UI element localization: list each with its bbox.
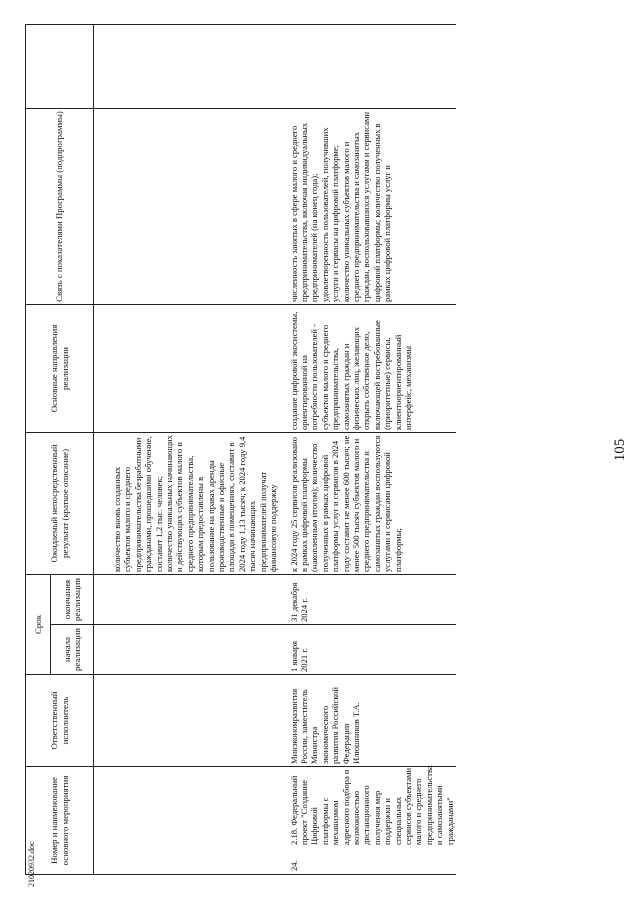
cell-number-name [283, 767, 457, 875]
page-number: 105 [612, 438, 628, 462]
cell-directions: создание цифровой экосистемы, ориентированной на потребности пользователей - субъектов малого и среднего предпринимательства, самозанятых граждан и физических лиц, желающих открыть собственное дело, включающей востребованные (приоритетные) сервисы, клиентоориентированный интерфейс, механизмы [283, 304, 457, 432]
header-program-link: Связь с показателями Программы (подпрограммы) [26, 108, 94, 304]
cell-result: к 2024 году 25 сервисов реализовано в рамках цифровой платформы (накопленным итогом); количество полученных в рамках цифровой платформы услуг и сервисов в 2024 году составит не менее 600 тысяч; не менее 500 тысяч субъектов малого и среднего предпринимательства и самозанятых граждан воспользуются услугами и сервисами цифровой платформы; [283, 432, 457, 574]
table-row-continued [110, 24, 283, 874]
program-table [25, 24, 456, 875]
table-row-24 [283, 24, 457, 874]
header-main-directions: Основные направления реализации [26, 304, 94, 432]
header-end: окончания реализации [51, 574, 94, 624]
header-expected-result: Ожидаемый непосредственный результат (краткое описание) [26, 432, 94, 574]
footer-code: 21020932.doc [27, 841, 36, 887]
header-responsible: Ответственный исполнитель [26, 675, 94, 767]
cell-start: 1 января 2021 г. [283, 625, 457, 675]
row-number: 24. [288, 860, 299, 871]
header-blank [26, 24, 94, 108]
header-deadline: Срок [26, 574, 51, 674]
measure-name: 2.18. Федеральный проект "Создание Цифровой платформы с механизмом адресного подбора и возможностью дистанционного получения мер поддержки и специальных сервисов субъектами малого и среднего предпринимательства и самозанятыми гражданами" [288, 765, 455, 845]
cell-blank [283, 24, 457, 108]
header-start: начала реализации [51, 625, 94, 675]
rotated-content [25, 25, 628, 887]
cell-responsible: Минэкономразвития России, заместитель Министра экономического развития Российской Федерации Илюшников Т.А. [283, 675, 457, 767]
cell-result-continued: количество вновь созданных субъектов малого и среднего предпринимательства безработными гражданами, прошедшими обучение, составит 1,2 тыс. человек; количество уникальных начинающих и действующих субъектов малого и среднего предпринимательства, которым предоставлены в пользование на правах аренды производственные и офисные площади в помещениях, составит в 2024 году 1,13 тысяч; к 2024 году 9,4 тысяч начинающих предпринимателей получат финансовую поддержку [110, 432, 283, 574]
cell-program-link: численность занятых в сфере малого и среднего предпринимательства, включая индивидуальных предпринимателей (на конец года); удовлетворенность пользователей, получивших услуги и сервисы на цифровой платформе; количество уникальных субъектов малого и среднего предпринимательства и самозанятых граждан, воспользовавшихся услугами и сервисами цифровой платформы; количество полученных в рамках цифровой платформы услуг и [283, 108, 457, 304]
header-number-name: Номер и наименование основного мероприятия [26, 767, 94, 875]
table-row-spacer [94, 24, 111, 874]
cell-end: 31 декабря 2024 г. [283, 574, 457, 624]
